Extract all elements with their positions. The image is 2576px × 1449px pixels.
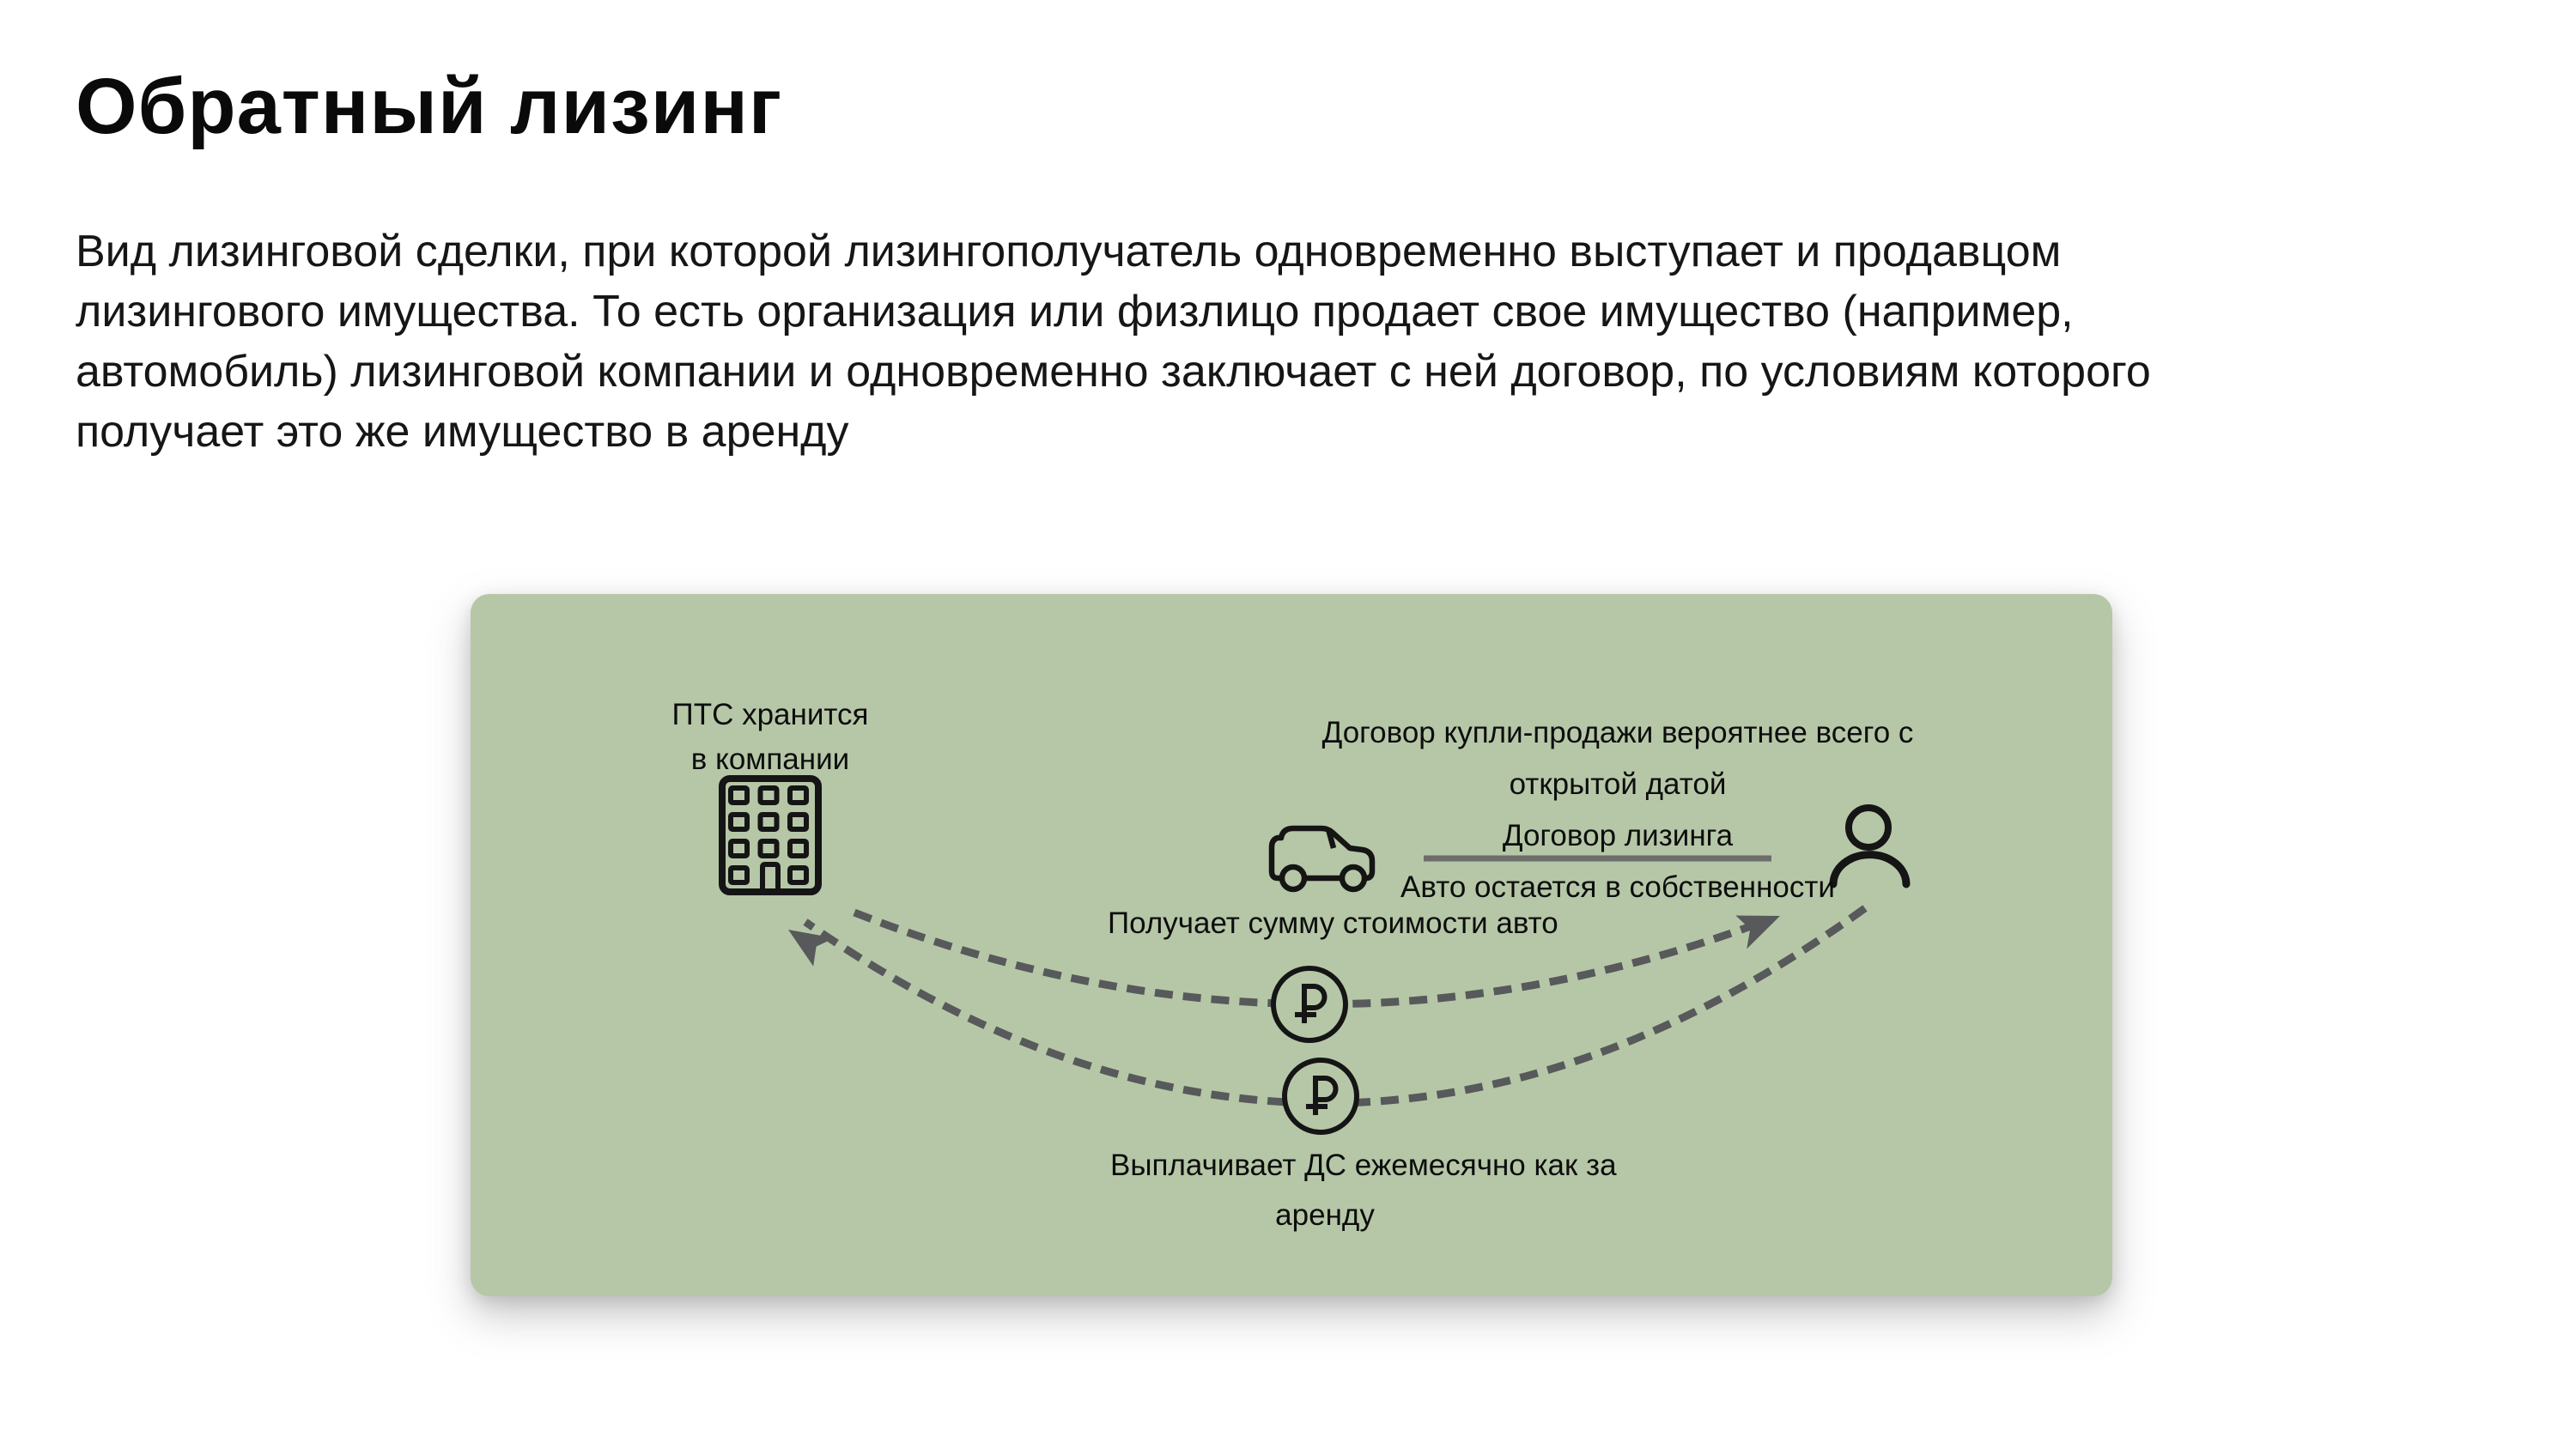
lease-payment-note — [1110, 1141, 1617, 1240]
company-note-line: ПТС хранится — [671, 698, 869, 731]
building-icon — [722, 779, 818, 892]
sale-payment-note-line: Получает сумму стоимости авто — [1108, 906, 1558, 940]
intro-line: автомобиль) лизинговой компании и одновременно заключает с ней договор, по условиям которого — [76, 347, 2151, 397]
agreement-note-line: Договор лизинга — [1502, 819, 1734, 852]
ruble-coin-icon — [1285, 1060, 1357, 1132]
agreement-note — [1274, 707, 1961, 913]
sale-payment-note — [1108, 905, 1558, 943]
company-note-line: в компании — [690, 743, 850, 776]
ruble-coin-icon — [1273, 968, 1346, 1040]
intro-paragraph — [76, 221, 2151, 462]
intro-line: Вид лизинговой сделки, при которой лизингополучатель одновременно выступает и продавцом — [76, 227, 2062, 276]
intro-line: лизингового имущества. То есть организация или физлицо продает свое имущество (например, — [76, 287, 2074, 336]
company-note — [598, 693, 942, 782]
lease-payment-note-line: Выплачивает ДС ежемесячно как за — [1110, 1149, 1617, 1182]
agreement-note-line: Авто остается в собственности — [1400, 870, 1835, 904]
intro-line: получает это же имущество в аренду — [76, 407, 849, 457]
diagram-panel — [471, 594, 2112, 1296]
lease-payment-note-line: аренду — [1275, 1198, 1375, 1232]
page-title: Обратный лизинг — [76, 63, 783, 150]
agreement-note-line: Договор купли-продажи вероятнее всего с — [1321, 716, 1914, 749]
agreement-note-line: открытой датой — [1509, 767, 1727, 801]
